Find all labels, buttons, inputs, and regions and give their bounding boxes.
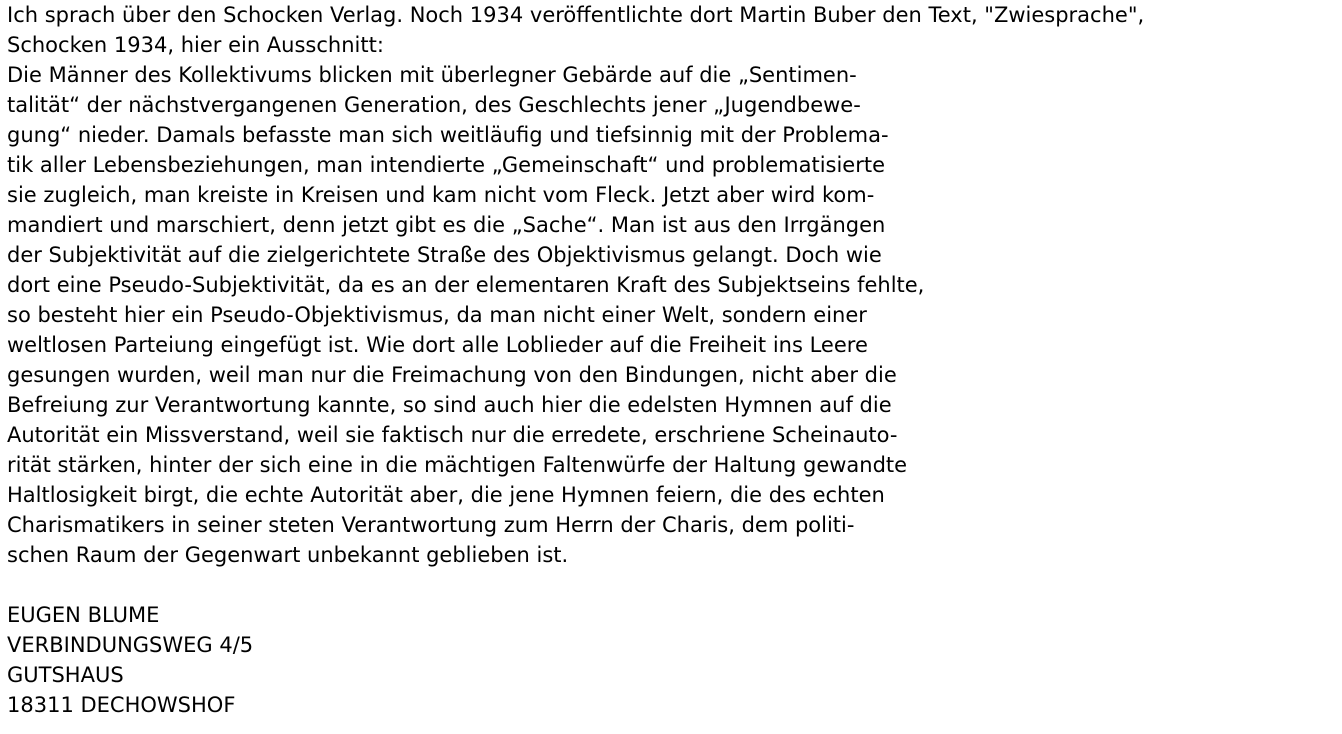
- address-city: 18311 DECHOWSHOF: [7, 693, 236, 717]
- paragraph-spacer: [7, 570, 1337, 600]
- text-line: Befreiung zur Verantwortung kannte, so sind auch hier die edelsten Hymnen auf die: [7, 393, 892, 417]
- text-line: der Subjektivität auf die zielgerichtete Straße des Objektivismus gelangt. Doch wie: [7, 243, 882, 267]
- text-line: Charismatikers in seiner steten Verantwortung zum Herrn der Charis, dem politi-: [7, 513, 855, 537]
- text-line: tik aller Lebensbeziehungen, man intendierte „Gemeinschaft“ und problematisierte: [7, 153, 886, 177]
- text-line: schen Raum der Gegenwart unbekannt geblieben ist.: [7, 543, 569, 567]
- text-line: Autorität ein Missverstand, weil sie faktisch nur die erredete, erschriene Scheinauto-: [7, 423, 898, 447]
- text-line: dort eine Pseudo-Subjektivität, da es an der elementaren Kraft des Subjektseins fehlte,: [7, 273, 925, 297]
- text-line: talität“ der nächstvergangenen Generation, des Geschlechts jener „Jugendbewe-: [7, 93, 861, 117]
- quote-paragraph: [7, 60, 1337, 570]
- document-body: [7, 0, 1337, 720]
- text-line: gung“ nieder. Damals befasste man sich weitläufig und tiefsinnig mit der Problema-: [7, 123, 889, 147]
- text-line: Haltlosigkeit birgt, die echte Autorität aber, die jene Hymnen feiern, die des echten: [7, 483, 885, 507]
- address-name: EUGEN BLUME: [7, 603, 160, 627]
- text-line: Die Männer des Kollektivums blicken mit überlegner Gebärde auf die „Sentimen-: [7, 63, 857, 87]
- text-line: Ich sprach über den Schocken Verlag. Noch 1934 veröffentlichte dort Martin Buber den Text, "Zwiesprache",: [7, 3, 1145, 27]
- address-block: [7, 600, 1337, 720]
- text-line: sie zugleich, man kreiste in Kreisen und kam nicht vom Fleck. Jetzt aber wird kom-: [7, 183, 875, 207]
- text-line: so besteht hier ein Pseudo-Objektivismus, da man nicht einer Welt, sondern einer: [7, 303, 867, 327]
- address-building: GUTSHAUS: [7, 663, 124, 687]
- text-line: Schocken 1934, hier ein Ausschnitt:: [7, 33, 384, 57]
- address-street: VERBINDUNGSWEG 4/5: [7, 633, 254, 657]
- text-line: weltlosen Parteiung eingefügt ist. Wie dort alle Loblieder auf die Freiheit ins Leere: [7, 333, 868, 357]
- text-line: rität stärken, hinter der sich eine in die mächtigen Faltenwürfe der Haltung gewandte: [7, 453, 908, 477]
- text-line: gesungen wurden, weil man nur die Freimachung von den Bindungen, nicht aber die: [7, 363, 897, 387]
- text-line: mandiert und marschiert, denn jetzt gibt es die „Sache“. Man ist aus den Irrgängen: [7, 213, 886, 237]
- intro-paragraph: [7, 0, 1337, 60]
